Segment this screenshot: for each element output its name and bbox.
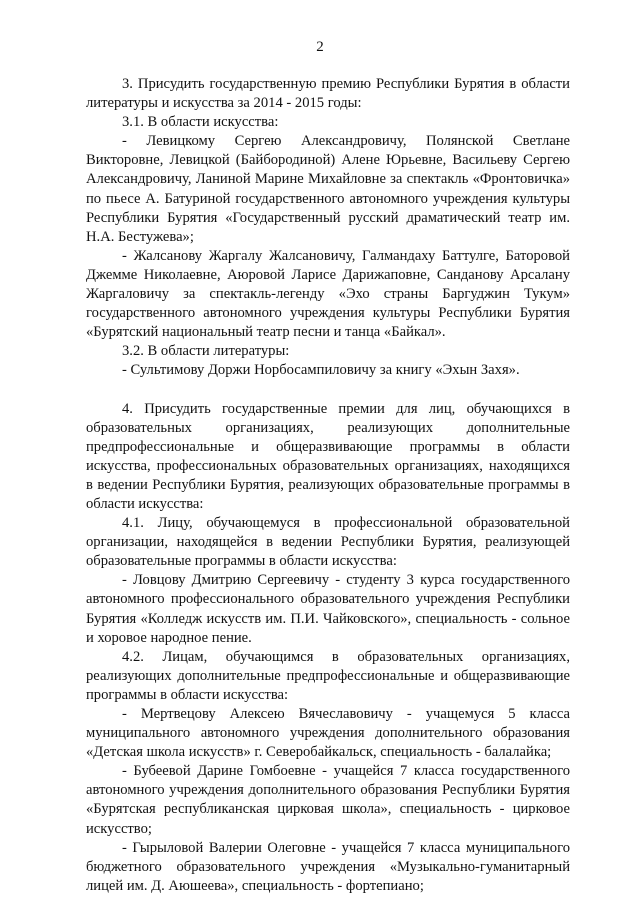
list-item-zhalsanov: - Жалсанову Жаргалу Жалсановичу, Галмандаху Баттулге, Баторовой Джемме Николаевне, Аюровой Ларисе Дарижаповне, Санданову Арсалану Жаргаловичу за спектакль-легенду «Эхо страны Баргуджин Тукум» государственного автономного учреждения культуры Республики Бурятия «Бурятский национальный театр песни и танца «Байкал».: [86, 247, 570, 341]
list-item-sultimov: - Сультимову Доржи Норбосампиловичу за книгу «Эхын Захя».: [122, 362, 520, 379]
list-item-mertvetsov: - Мертвецову Алексею Вячеславовичу - учащемуся 5 класса муниципального автономного учреждения дополнительного образования «Детская школа искусств» г. Северобайкальск, специальность - балалайка;: [86, 706, 570, 761]
paragraph-3-2: 3.2. В области литературы:: [122, 343, 290, 360]
list-item-levitsky: - Левицкому Сергею Александровичу, Полянской Светлане Викторовне, Левицкой (Байбородиной) Алене Юрьевне, Васильеву Сергею Александровичу, Ланиной Марине Михайловне за спектакль «Фронтовичка» по пьесе А. Батуриной государственного автономного учреждения культуры Республики Бурятия «Государственный русский драматический театр им. Н.А. Бестужева»;: [86, 133, 570, 245]
list-item-lovtsov: - Ловцову Дмитрию Сергеевичу - студенту 3 курса государственного автономного профессионального образовательного учреждения Республики Бурятия «Колледж искусств им. П.И. Чайковского», специальность - сольное и хоровое народное пение.: [86, 572, 570, 646]
paragraph-3: 3. Присудить государственную премию Республики Бурятия в области литературы и искусства за 2014 - 2015 годы:: [86, 76, 570, 112]
list-item-bubeeva: - Бубеевой Дарине Гомбоевне - учащейся 7 класса государственного автономного учреждения дополнительного образования Республики Бурятия «Бурятская республиканская цирковая школа», специальность - цирковое искусство;: [86, 763, 570, 837]
paragraph-4-2: 4.2. Лицам, обучающимся в образовательных организациях, реализующих дополнительные предпрофессиональные и общеразвивающие программы в области искусства:: [86, 648, 570, 703]
page-number: 2: [316, 39, 324, 55]
paragraph-4-1: 4.1. Лицу, обучающемуся в профессиональной образовательной организации, находящейся в ведении Республики Бурятия, реализующей образовательные программы в области искусства:: [86, 515, 570, 570]
paragraph-3-1: 3.1. В области искусства:: [122, 114, 279, 131]
list-item-gyrylova: - Гырыловой Валерии Олеговне - учащейся 7 класса муниципального бюджетного образовательного учреждения «Музыкально-гуманитарный лицей им. Д. Аюшеева», специальность - фортепиано;: [86, 839, 570, 894]
paragraph-4: 4. Присудить государственные премии для лиц, обучающихся в образовательных организациях, реализующих дополнительные предпрофессиональные и общеразвивающие программы в области искусства, профессиональных образовательных организациях, находящихся в ведении Республики Бурятия, реализующих образовательные программы в области искусства:: [86, 400, 570, 512]
document-body: [86, 75, 570, 896]
